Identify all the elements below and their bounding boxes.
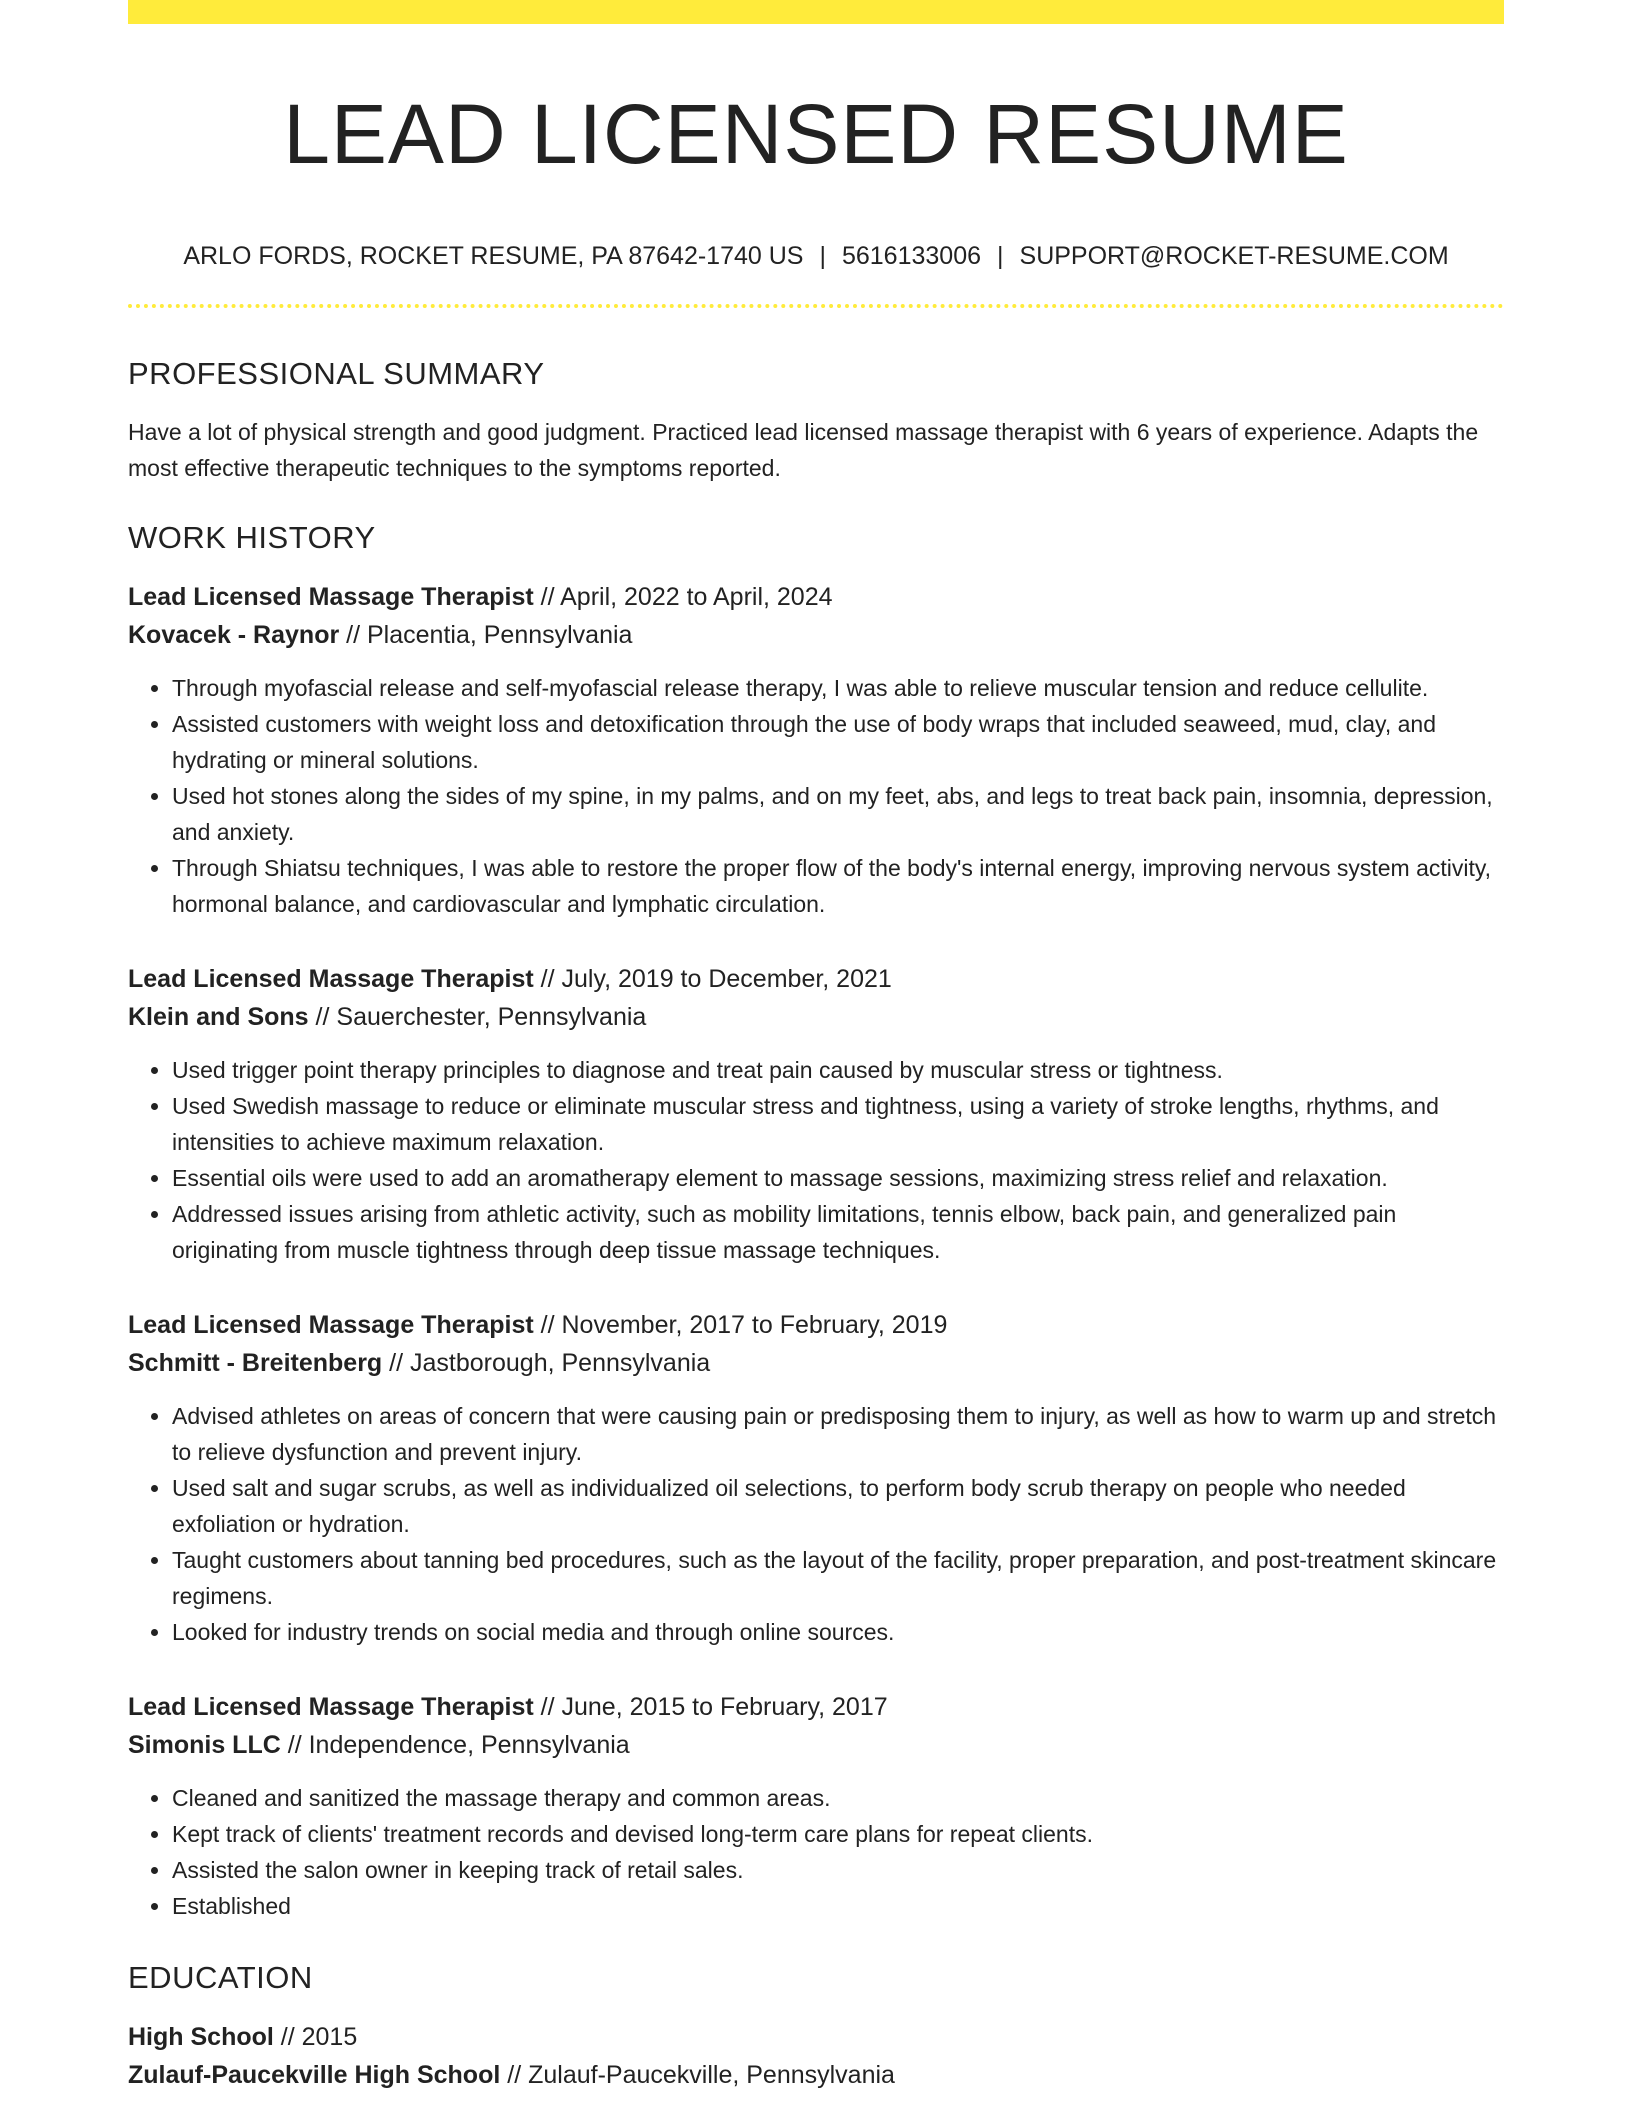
job-bullet: • Established xyxy=(172,1888,1504,1924)
job-location: Placentia, Pennsylvania xyxy=(367,621,633,649)
education-heading: EDUCATION xyxy=(128,1960,313,1995)
resume-page xyxy=(128,0,1504,2094)
job-bullets xyxy=(128,1398,1504,1650)
summary-heading: PROFESSIONAL SUMMARY xyxy=(128,356,545,391)
job-dates: July, 2019 to December, 2021 xyxy=(561,965,892,993)
job-title-line xyxy=(128,578,1504,616)
job-title: Lead Licensed Massage Therapist xyxy=(128,1693,534,1721)
job-separator: // xyxy=(382,1349,410,1377)
job-company-line xyxy=(128,1726,1504,1764)
job-bullet: • Advised athletes on areas of concern that were causing pain or predisposing them to injury, as well as how to warm up and stretch to relieve dysfunction and prevent injury. xyxy=(172,1398,1504,1470)
job-dates: June, 2015 to February, 2017 xyxy=(561,1693,888,1721)
job-location: Jastborough, Pennsylvania xyxy=(410,1349,711,1377)
job-bullet: • Used trigger point therapy principles to diagnose and treat pain caused by muscular stress or tightness. xyxy=(172,1052,1504,1088)
job-dates: April, 2022 to April, 2024 xyxy=(560,583,833,611)
job-entry xyxy=(128,578,1504,922)
job-company-line xyxy=(128,998,1504,1036)
job-bullets xyxy=(128,1052,1504,1268)
job-dates: November, 2017 to February, 2019 xyxy=(561,1311,948,1339)
job-bullet: • Through myofascial release and self-myofascial release therapy, I was able to relieve muscular tension and reduce cellulite. xyxy=(172,670,1504,706)
job-title: Lead Licensed Massage Therapist xyxy=(128,583,534,611)
job-separator: // xyxy=(533,1311,562,1339)
education-separator: // xyxy=(273,2023,302,2051)
accent-top-bar xyxy=(128,0,1504,24)
job-bullet: • Looked for industry trends on social media and through online sources. xyxy=(172,1614,1504,1650)
education-entry xyxy=(128,2018,1504,2094)
job-title-line xyxy=(128,960,1504,998)
dotted-divider xyxy=(128,304,1504,308)
resume-title: LEAD LICENSED RESUME xyxy=(283,87,1349,181)
job-bullets xyxy=(128,670,1504,922)
job-separator: // xyxy=(339,621,367,649)
contact-separator: | xyxy=(819,242,826,270)
education-separator: // xyxy=(500,2061,529,2089)
contact-address: ARLO FORDS, ROCKET RESUME, PA 87642-1740 US xyxy=(183,242,804,270)
job-bullet: • Through Shiatsu techniques, I was able to restore the proper flow of the body's internal energy, improving nervous system activity, hormonal balance, and cardiovascular and lymphatic circulation. xyxy=(172,850,1504,922)
education-school-line xyxy=(128,2056,1504,2094)
job-bullet: • Assisted the salon owner in keeping track of retail sales. xyxy=(172,1852,1504,1888)
job-bullet: • Kept track of clients' treatment records and devised long-term care plans for repeat clients. xyxy=(172,1816,1504,1852)
education-degree: High School xyxy=(128,2023,274,2051)
contact-email[interactable]: SUPPORT@ROCKET-RESUME.COM xyxy=(1019,242,1449,270)
job-title: Lead Licensed Massage Therapist xyxy=(128,965,534,993)
job-separator: // xyxy=(533,583,561,611)
job-bullet: • Used salt and sugar scrubs, as well as individualized oil selections, to perform body scrub therapy on people who needed exfoliation or hydration. xyxy=(172,1470,1504,1542)
job-location: Sauerchester, Pennsylvania xyxy=(336,1003,647,1031)
job-separator: // xyxy=(280,1731,309,1759)
job-company-line xyxy=(128,616,1504,654)
job-bullet: • Assisted customers with weight loss and detoxification through the use of body wraps that included seaweed, mud, clay, and hydrating or mineral solutions. xyxy=(172,706,1504,778)
job-company: Klein and Sons xyxy=(128,1003,309,1031)
job-company: Schmitt - Breitenberg xyxy=(128,1349,383,1377)
job-separator: // xyxy=(308,1003,337,1031)
job-bullet: • Used Swedish massage to reduce or eliminate muscular stress and tightness, using a variety of stroke lengths, rhythms, and intensities to achieve maximum relaxation. xyxy=(172,1088,1504,1160)
job-location: Independence, Pennsylvania xyxy=(308,1731,630,1759)
education-degree-line xyxy=(128,2018,1504,2056)
job-entry xyxy=(128,1688,1504,1924)
job-title-line xyxy=(128,1306,1504,1344)
job-company: Kovacek - Raynor xyxy=(128,621,340,649)
job-entry xyxy=(128,960,1504,1268)
job-bullet: • Cleaned and sanitized the massage therapy and common areas. xyxy=(172,1780,1504,1816)
job-title: Lead Licensed Massage Therapist xyxy=(128,1311,534,1339)
education-location: Zulauf-Paucekville, Pennsylvania xyxy=(528,2061,895,2089)
summary-text: Have a lot of physical strength and good judgment. Practiced lead licensed massage therapist with 6 years of experience. Adapts the most effective therapeutic techniques to the symptoms reported. xyxy=(128,419,1479,481)
education-year: 2015 xyxy=(301,2023,358,2051)
job-bullet: • Addressed issues arising from athletic activity, such as mobility limitations, tennis elbow, back pain, and generalized pain originating from muscle tightness through deep tissue massage techniques. xyxy=(172,1196,1504,1268)
job-separator: // xyxy=(533,1693,562,1721)
contact-line xyxy=(128,240,1504,272)
job-bullet: • Taught customers about tanning bed procedures, such as the layout of the facility, proper preparation, and post-treatment skincare regimens. xyxy=(172,1542,1504,1614)
job-entry xyxy=(128,1306,1504,1650)
education-school: Zulauf-Paucekville High School xyxy=(128,2061,501,2089)
contact-separator: | xyxy=(997,242,1004,270)
job-company: Simonis LLC xyxy=(128,1731,281,1759)
job-title-line xyxy=(128,1688,1504,1726)
job-bullets xyxy=(128,1780,1504,1924)
job-company-line xyxy=(128,1344,1504,1382)
contact-phone[interactable]: 5616133006 xyxy=(841,242,982,270)
job-bullet: • Used hot stones along the sides of my spine, in my palms, and on my feet, abs, and legs to treat back pain, insomnia, depression, and anxiety. xyxy=(172,778,1504,850)
job-separator: // xyxy=(533,965,562,993)
job-bullet: • Essential oils were used to add an aromatherapy element to massage sessions, maximizing stress relief and relaxation. xyxy=(172,1160,1504,1196)
work-history-heading: WORK HISTORY xyxy=(128,520,376,555)
